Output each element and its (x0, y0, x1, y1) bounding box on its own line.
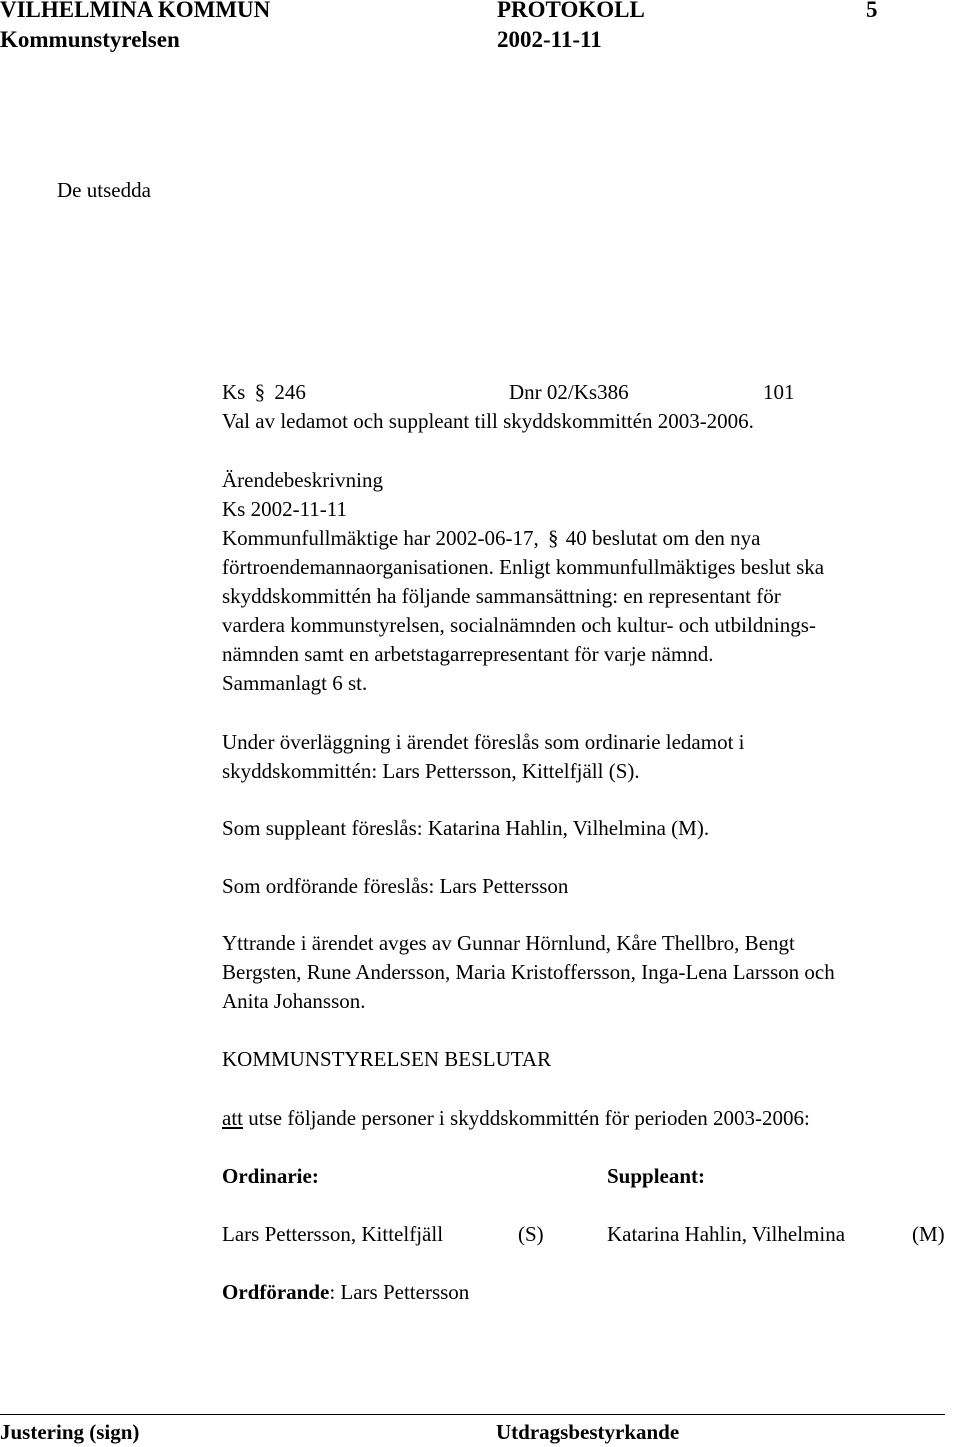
suppleant-party: (M) (912, 1222, 945, 1246)
header-doctype: PROTOKOLL (497, 0, 645, 22)
description-line-1a: Kommunfullmäktige har 2002-06-17, (222, 526, 539, 550)
description-line-5: nämnden samt en arbetstagarrepresentant för varje nämnd. (222, 642, 714, 666)
item-dnr: Dnr 02/Ks386 (509, 380, 629, 404)
description-line-1 (222, 524, 761, 553)
suppleant-name: Katarina Hahlin, Vilhelmina (607, 1222, 846, 1246)
proposal-line-1: Under överläggning i ärendet föreslås som ordinarie ledamot i (222, 730, 745, 754)
suppleant-label: Suppleant: (607, 1164, 706, 1188)
proposal-chair: Som ordförande föreslås: Lars Pettersson (222, 874, 569, 898)
description-line-6: Sammanlagt 6 st. (222, 671, 368, 695)
section-sign: § (547, 526, 559, 550)
proposal-line-2: skyddskommittén: Lars Pettersson, Kittelfjäll (S). (222, 759, 640, 783)
recipients: De utsedda (57, 178, 151, 202)
header-org: VILHELMINA KOMMUN (0, 0, 271, 22)
statements-line-3: Anita Johansson. (222, 989, 366, 1013)
chair-label: Ordförande (222, 1280, 330, 1304)
proposal-suppleant: Som suppleant föreslås: Katarina Hahlin, Vilhelmina (M). (222, 816, 710, 840)
statements-line-1: Yttrande i ärendet avges av Gunnar Hörnlund, Kåre Thellbro, Bengt (222, 931, 795, 955)
footer-utdragsbestyrkande: Utdragsbestyrkande (496, 1420, 680, 1444)
item-code: 101 (763, 380, 795, 404)
description-date-line: Ks 2002-11-11 (222, 497, 348, 521)
item-title: Val av ledamot och suppleant till skyddskommittén 2003-2006. (222, 409, 754, 433)
description-line-4: vardera kommunstyrelsen, socialnämnden och kultur- och utbildnings- (222, 613, 816, 637)
chair-decision (222, 1278, 469, 1307)
decision-text (222, 1104, 810, 1133)
decision-heading: KOMMUNSTYRELSEN BESLUTAR (222, 1047, 552, 1071)
ordinarie-label: Ordinarie: (222, 1164, 319, 1188)
footer-justering: Justering (sign) (0, 1420, 140, 1444)
decision-text-body: utse följande personer i skyddskommittén för perioden 2003-2006: (243, 1106, 810, 1130)
ordinarie-name: Lars Pettersson, Kittelfjäll (222, 1222, 444, 1246)
description-line-3: skyddskommittén ha följande sammansättning: en representant för (222, 584, 781, 608)
description-line-2: förtroendemannaorganisationen. Enligt kommunfullmäktiges beslut ska (222, 555, 825, 579)
statements-line-2: Bergsten, Rune Andersson, Maria Kristoffersson, Inga-Lena Larsson och (222, 960, 835, 984)
header-date: 2002-11-11 (497, 27, 602, 52)
item-paragraph-ref (222, 378, 306, 407)
footer-rule (0, 1414, 945, 1415)
description-line-1b: 40 beslutat om den nya (565, 526, 761, 550)
section-sign: § (254, 380, 266, 404)
header-body: Kommunstyrelsen (0, 27, 180, 52)
chair-value: : Lars Pettersson (329, 1280, 470, 1304)
item-paragraph: Ks (222, 380, 246, 404)
header-page-number: 5 (866, 0, 878, 22)
description-heading: Ärendebeskrivning (222, 468, 383, 492)
decision-att: att (222, 1106, 243, 1130)
item-number: 246 (274, 380, 306, 404)
ordinarie-party: (S) (518, 1222, 544, 1246)
